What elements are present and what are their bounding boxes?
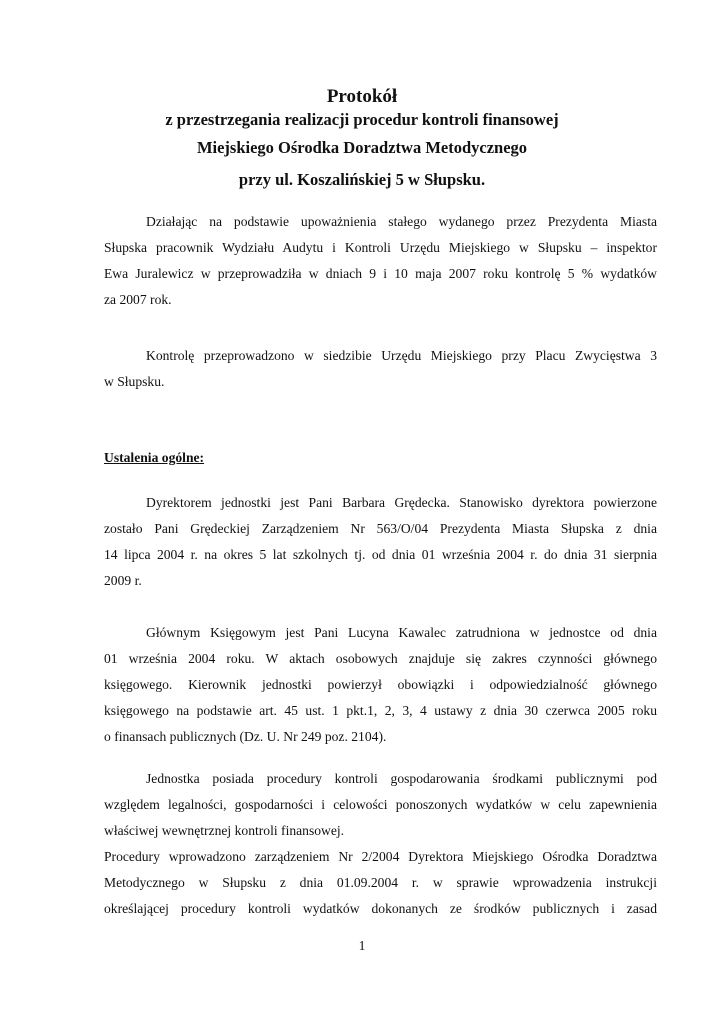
paragraph-location (104, 343, 657, 395)
paragraph-line: Słupska pracownik Wydziału Audytu i Kontroli Urzędu Miejskiego w Słupsku – inspektor (104, 240, 657, 255)
paragraph-line: 14 lipca 2004 r. na okres 5 lat szkolnych tj. od dnia 01 września 2004 r. do dnia 31 sierpnia (104, 547, 657, 562)
document-subtitle-line-3: przy ul. Koszalińskiej 5 w Słupsku. (238, 170, 486, 189)
document-subtitle-line-2: Miejskiego Ośrodka Doradztwa Metodycznego (196, 138, 528, 157)
paragraph-line: Procedury wprowadzono zarządzeniem Nr 2/2004 Dyrektora Miejskiego Ośrodka Doradztwa (104, 849, 657, 864)
paragraph-line: o finansach publicznych (Dz. U. Nr 249 poz. 2104). (104, 729, 387, 744)
paragraph-line: zostało Pani Grędeckiej Zarządzeniem Nr 563/O/04 Prezydenta Miasta Słupska z dnia (104, 521, 657, 536)
document-subtitle-line-1: z przestrzegania realizacji procedur kontroli finansowej (165, 110, 559, 129)
paragraph-line: księgowego na podstawie art. 45 ust. 1 pkt.1, 2, 3, 4 ustawy z dnia 30 czerwca 2005 roku (104, 703, 657, 718)
paragraph-line: 01 września 2004 roku. W aktach osobowych znajduje się zakres czynności głównego (104, 651, 657, 666)
paragraph-line: Metodycznego w Słupsku z dnia 01.09.2004 r. w sprawie wprowadzenia instrukcji (104, 875, 657, 890)
paragraph-line: Głównym Księgowym jest Pani Lucyna Kawalec zatrudniona w jednostce od dnia (146, 625, 657, 640)
paragraph-director (104, 490, 657, 594)
paragraph-line: 2009 r. (104, 573, 142, 588)
paragraph-procedures (104, 766, 657, 922)
paragraph-line: w Słupsku. (104, 374, 165, 389)
page-number: 1 (358, 938, 366, 953)
paragraph-line: Ewa Juralewicz w przeprowadziła w dniach 9 i 10 maja 2007 roku kontrolę 5 % wydatków (104, 266, 657, 281)
paragraph-line: Dyrektorem jednostki jest Pani Barbara Grędecka. Stanowisko dyrektora powierzone (146, 495, 657, 510)
paragraph-authorization (104, 209, 657, 313)
paragraph-line: księgowego. Kierownik jednostki powierzył obowiązki i odpowiedzialność głównego (104, 677, 657, 692)
paragraph-line: Jednostka posiada procedury kontroli gospodarowania środkami publicznymi pod (146, 771, 657, 786)
paragraph-line: właściwej wewnętrznej kontroli finansowej. (104, 823, 345, 838)
paragraph-line: Działając na podstawie upoważnienia stałego wydanego przez Prezydenta Miasta (146, 214, 657, 229)
paragraph-line: za 2007 rok. (104, 292, 172, 307)
paragraph-line: określającej procedury kontroli wydatków dokonanych ze środków publicznych i zasad (104, 901, 657, 916)
document-title: Protokół (326, 86, 398, 107)
paragraph-line: względem legalności, gospodarności i celowości ponoszonych wydatków w celu zapewnienia (104, 797, 657, 812)
section-heading: Ustalenia ogólne: (104, 450, 205, 465)
paragraph-chief-accountant (104, 620, 657, 750)
paragraph-line: Kontrolę przeprowadzono w siedzibie Urzędu Miejskiego przy Placu Zwycięstwa 3 (146, 348, 657, 363)
